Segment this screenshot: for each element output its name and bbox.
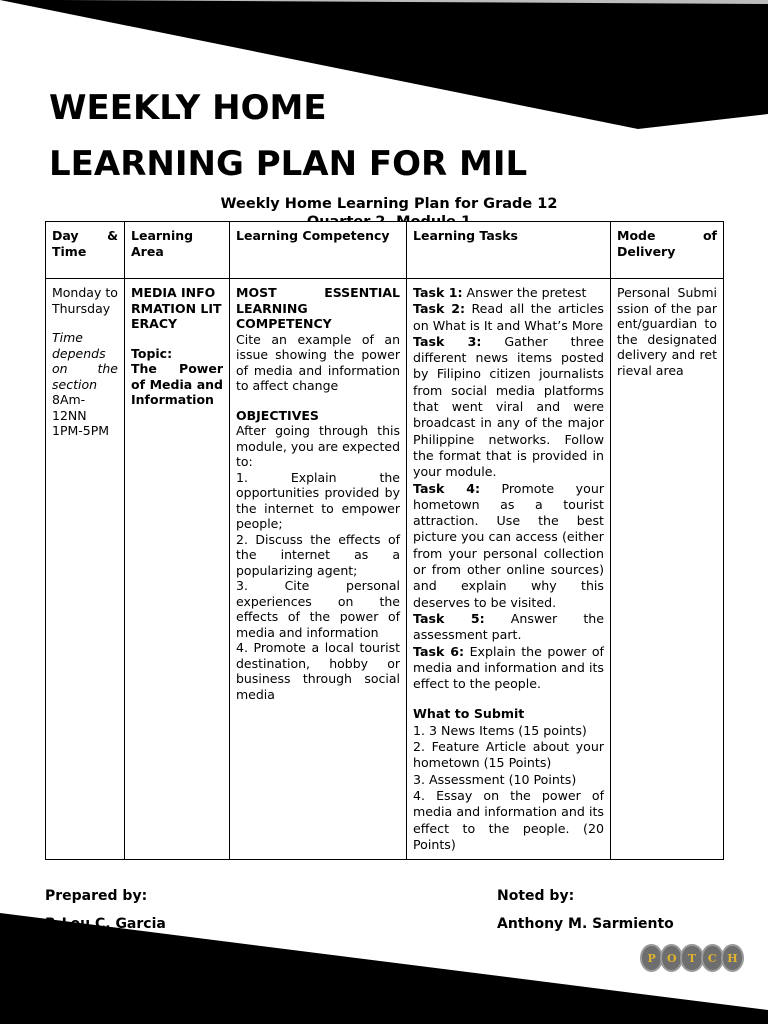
objectives-heading: OBJECTIVES <box>236 407 319 423</box>
task-label: Task 5: <box>413 610 485 626</box>
logo-letter: P <box>640 944 663 972</box>
objectives-intro: After going through this module, you are expected to: <box>236 423 400 469</box>
task-label: Task 2: <box>413 301 465 317</box>
competency-heading: MOST ESSENTIAL LEARNING COMPETENCY <box>236 285 400 331</box>
task-text: Answer the pretest <box>462 285 587 300</box>
header-mode-of-delivery: Mode of Delivery <box>611 222 724 279</box>
noted-by-label: Noted by: <box>497 888 575 904</box>
task-text: Explain the power of media and information and its effect to the people. <box>413 643 604 692</box>
learning-tasks-cell <box>407 279 611 860</box>
submit-item: 4. Essay on the power of media and information and its effect to the people. (20 Points) <box>413 787 604 852</box>
submit-heading: What to Submit <box>413 706 525 722</box>
time-slot-morning: 8Am-12NN <box>52 392 87 423</box>
table-header-row <box>46 222 724 279</box>
task-item <box>413 611 604 644</box>
logo-letter: C <box>701 944 724 972</box>
task-label: Task 4: <box>413 480 481 496</box>
submit-item: 2. Feature Article about your hometown (15 Points) <box>413 739 604 771</box>
prepared-by-label: Prepared by: <box>45 888 148 904</box>
potch-logo <box>640 944 744 974</box>
mode-of-delivery-cell <box>611 279 724 860</box>
page-title-line-2: LEARNING PLAN FOR MIL <box>49 144 528 184</box>
noted-by-name: Anthony M. Sarmiento <box>497 916 674 932</box>
logo-letter: T <box>680 944 703 972</box>
prepared-by-name: R-Lou C. Garcia <box>45 916 166 932</box>
topic-label: Topic: <box>131 345 173 361</box>
task-item <box>413 644 604 693</box>
task-label: Task 3: <box>413 333 482 349</box>
task-item <box>413 481 604 611</box>
header-learning-tasks: Learning Tasks <box>407 222 611 279</box>
topic-text: The Power of Media and Information <box>131 361 223 407</box>
header-learning-area: Learning Area <box>125 222 230 279</box>
task-item <box>413 285 604 301</box>
objective-item: 4. Promote a local tourist destination, hobby or business through social media <box>236 640 400 702</box>
logo-letter: O <box>660 944 683 972</box>
logo-letter: H <box>721 944 744 972</box>
task-label: Task 1: <box>413 285 463 300</box>
task-text: Gather three different news items posted by Filipino citizen journalists from social media platforms that went viral and were broadcast in any of the major Philippine networks. Follow the format that is provided in your module. <box>413 333 604 480</box>
objective-item: 1. Explain the opportunities provided by the internet to empower people; <box>236 469 400 531</box>
submit-item: 1. 3 News Items (15 points) <box>413 722 587 738</box>
table-row <box>46 279 724 860</box>
objective-item: 3. Cite personal experiences on the effects of the power of media and information <box>236 578 400 640</box>
time-note: Time depends on the section <box>52 330 118 392</box>
header-day-time: Day & Time <box>46 222 125 279</box>
page-title-line-1: WEEKLY HOME <box>49 88 327 128</box>
competency-text: Cite an example of an issue showing the power of media and information to affect change <box>236 331 400 393</box>
learning-plan-table <box>45 221 724 860</box>
day-time-cell <box>46 279 125 860</box>
delivery-text: Personal Submission of the parent/guardian to the designated delivery and retrieval area <box>617 285 717 378</box>
time-slot-afternoon: 1PM-5PM <box>52 423 110 438</box>
task-item <box>413 334 604 481</box>
task-label: Task 6: <box>413 643 465 659</box>
day-text: Monday to Thursday <box>52 285 118 316</box>
task-text: Answer the assessment part. <box>413 610 604 643</box>
task-text: Promote your hometown as a tourist attraction. Use the best picture you can access (either from your personal collection or from other online sources) and explain why this deserves to be visited. <box>413 480 604 610</box>
learning-area-name: MEDIA INFORMATION LITERACY <box>131 285 222 331</box>
task-text: Read all the articles on What is It and What’s More <box>413 301 604 333</box>
learning-area-cell <box>125 279 230 860</box>
header-learning-competency: Learning Competency <box>230 222 407 279</box>
task-item <box>413 301 604 334</box>
objective-item: 2. Discuss the effects of the internet as a popularizing agent; <box>236 531 400 578</box>
learning-competency-cell <box>230 279 407 860</box>
submit-item: 3. Assessment (10 Points) <box>413 771 577 787</box>
plan-subtitle-grade: Weekly Home Learning Plan for Grade 12 <box>220 196 558 212</box>
